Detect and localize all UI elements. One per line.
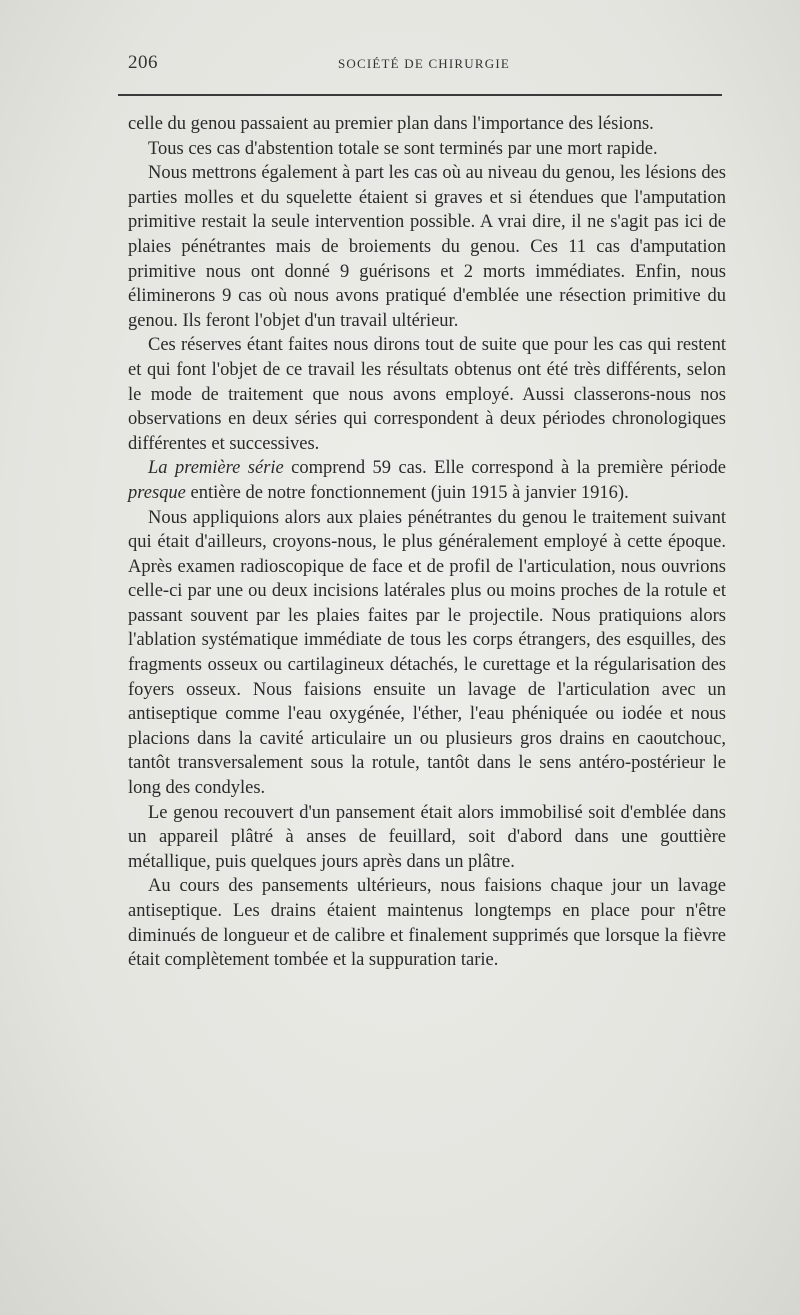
paragraph: Ces réserves étant faites nous dirons tout de suite que pour les cas qui restent et qui font l'objet de ce travail les résultats obtenus ont été très différents, selon le mode de traitement que nous avons employé. Aussi classerons-nous nos observations en deux séries qui correspondent à deux périodes chronologiques différentes et successives. <box>128 335 726 454</box>
paragraph: Le genou recouvert d'un pansement était alors immobilisé soit d'emblée dans un appareil plâtré à anses de feuillard, soit d'abord dans une gouttière métallique, puis quelques jours après dans un plâtre. <box>128 802 726 872</box>
italic-phrase-first-series: La première série <box>148 458 284 479</box>
running-title: SOCIÉTÉ DE CHIRURGIE <box>337 56 511 71</box>
text-span: comprend 59 cas. Elle correspond à la première période <box>283 458 726 479</box>
paragraph: Nous appliquions alors aux plaies pénétrantes du genou le traitement suivant qui était d'ailleurs, croyons-nous, le plus généralement employé à cette époque. Après examen radioscopique de face et de profil de l'articulation, nous ouvrions celle-ci par une ou deux incisions latérales plus ou moins proches de la rotule et passant souvent par les plaies faites par le projectile. Nous pratiquions alors l'ablation systématique immédiate de tous les corps étrangers, des esquilles, des fragments osseux ou cartilagineux détachés, le curettage et la régularisation des foyers osseux. Nous faisions ensuite un lavage de l'articulation avec un antiseptique comme l'eau oxygénée, l'éther, l'eau phéniquée ou iodée et nous placions dans la cavité articulaire un ou plusieurs gros drains en caoutchouc, tantôt transversalement sous la rotule, tantôt dans le sens antéro-postérieur le long des condyles. <box>128 507 726 799</box>
page-header <box>128 52 720 82</box>
text-span: entière de notre fonctionnement (juin 1915 à janvier 1916). <box>185 482 629 503</box>
paragraph: Au cours des pansements ultérieurs, nous faisions chaque jour un lavage antiseptique. Les drains étaient maintenus longtemps en place pour n'être diminués de longueur et de calibre et finalement supprimés que lorsque la fièvre était complètement tombée et la suppuration tarie. <box>128 876 726 971</box>
paragraph: Nous mettrons également à part les cas où au niveau du genou, les lésions des parties molles et du squelette étaient si graves et si étendues que l'amputation primitive restait la seule intervention possible. A vrai dire, il ne s'agit pas ici de plaies pénétrantes mais de broiements du genou. Ces 11 cas d'amputation primitive nous ont donné 9 guérisons et 2 morts immédiates. Enfin, nous éliminerons 9 cas où nous avons pratiqué d'emblée une résection primitive du genou. Ils feront l'objet d'un travail ultérieur. <box>128 163 726 331</box>
italic-word-presque: presque <box>128 482 186 503</box>
page-number: 206 <box>128 52 158 73</box>
paragraph: Tous ces cas d'abstention totale se sont terminés par une mort rapide. <box>148 138 658 159</box>
paragraph-first-series <box>128 456 726 505</box>
paragraph-continued: celle du genou passaient au premier plan dans l'importance des lésions. <box>128 114 654 134</box>
body-text <box>128 112 726 973</box>
header-rule <box>118 94 722 96</box>
